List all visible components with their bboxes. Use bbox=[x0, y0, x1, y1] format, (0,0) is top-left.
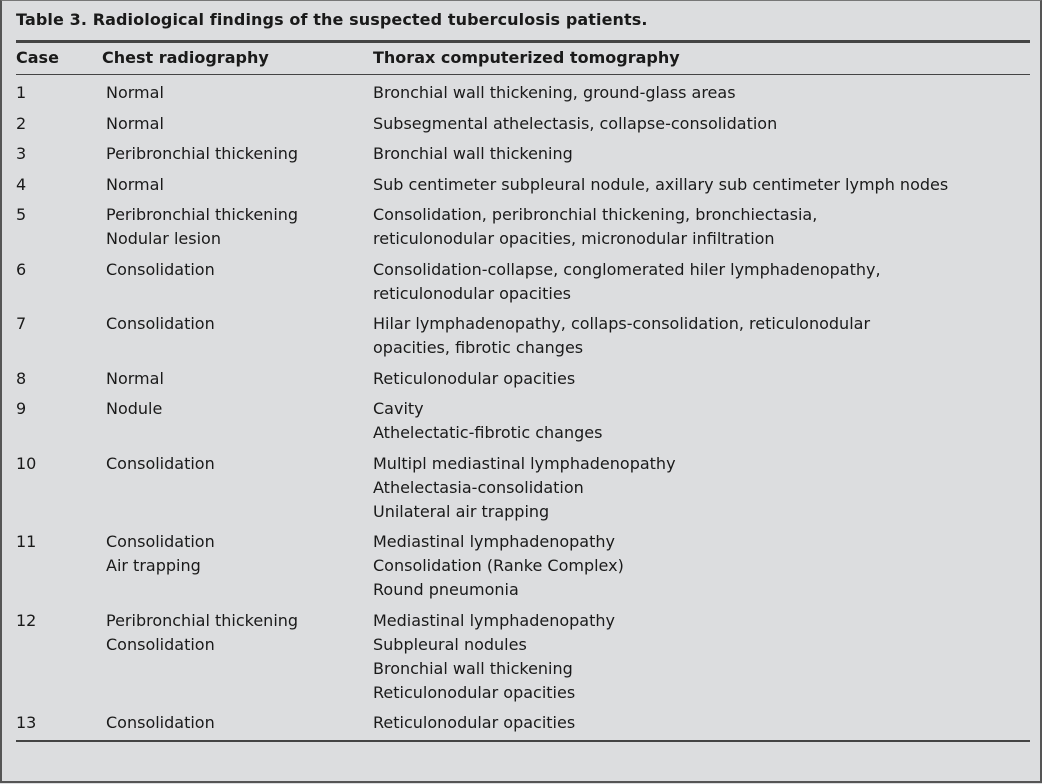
ct-finding: reticulonodular opacities, micronodular infiltration bbox=[373, 229, 775, 248]
chest-finding: Peribronchial thickening bbox=[106, 144, 299, 163]
table-row bbox=[2, 142, 1040, 173]
table-row bbox=[2, 609, 1040, 712]
cell-thorax-ct bbox=[373, 142, 1042, 166]
ct-finding: Consolidation, peribronchial thickening, bronchiectasia, bbox=[373, 205, 818, 224]
table-caption: Table 3. Radiological findings of the suspected tuberculosis patients. bbox=[16, 10, 648, 29]
header-chest-radiography: Chest radiography bbox=[102, 48, 269, 67]
ct-finding: Bronchial wall thickening, ground-glass areas bbox=[373, 83, 736, 102]
ct-finding: Mediastinal lymphadenopathy bbox=[373, 610, 615, 630]
cell-case: 9 bbox=[16, 399, 27, 418]
chest-finding: Consolidation bbox=[106, 713, 215, 732]
table-row bbox=[2, 81, 1040, 112]
ct-finding: Subpleural nodules bbox=[373, 634, 527, 654]
cell-case: 5 bbox=[16, 205, 27, 224]
cell-case: 13 bbox=[16, 713, 37, 732]
table-row bbox=[2, 397, 1040, 452]
ct-finding: Reticulonodular opacities bbox=[373, 713, 576, 732]
ct-finding: Unilateral air trapping bbox=[373, 501, 550, 521]
cell-chest-radiography bbox=[106, 609, 298, 657]
cell-chest-radiography bbox=[106, 112, 164, 136]
table-row bbox=[2, 452, 1040, 531]
cell-chest-radiography bbox=[106, 203, 298, 251]
ct-finding: Hilar lymphadenopathy, collaps-consolidation, reticulonodular bbox=[373, 314, 871, 333]
cell-chest-radiography bbox=[106, 312, 215, 336]
table-row bbox=[2, 312, 1040, 367]
ct-finding: Cavity bbox=[373, 399, 424, 418]
cell-thorax-ct bbox=[373, 203, 1042, 251]
ct-finding: Subsegmental athelectasis, collapse-consolidation bbox=[373, 113, 778, 133]
chest-finding: Air trapping bbox=[106, 556, 201, 575]
header-rule bbox=[16, 74, 1030, 75]
cell-thorax-ct bbox=[373, 312, 1042, 360]
ct-finding: Bronchial wall thickening bbox=[373, 658, 573, 678]
chest-finding: Normal bbox=[106, 113, 164, 133]
cell-case: 10 bbox=[16, 453, 37, 473]
table-row bbox=[2, 530, 1040, 609]
top-rule bbox=[16, 40, 1030, 43]
header-case: Case bbox=[16, 48, 59, 67]
header-thorax-ct: Thorax computerized tomography bbox=[373, 48, 680, 67]
ct-finding: Reticulonodular opacities bbox=[373, 368, 576, 388]
cell-thorax-ct bbox=[373, 367, 1042, 391]
table-row bbox=[2, 258, 1040, 313]
ct-finding: Reticulonodular opacities bbox=[373, 682, 576, 702]
cell-case: 2 bbox=[16, 113, 27, 133]
chest-finding: Consolidation bbox=[106, 259, 215, 279]
ct-finding: Athelectasia-consolidation bbox=[373, 477, 584, 497]
cell-case: 6 bbox=[16, 259, 27, 279]
bottom-rule bbox=[16, 740, 1030, 742]
chest-finding: Normal bbox=[106, 174, 164, 194]
cell-case: 12 bbox=[16, 610, 37, 630]
chest-finding: Consolidation bbox=[106, 634, 215, 654]
cell-thorax-ct bbox=[373, 258, 1042, 306]
cell-case: 8 bbox=[16, 368, 27, 388]
chest-finding: Nodular lesion bbox=[106, 229, 221, 248]
table-row bbox=[2, 367, 1040, 398]
ct-finding: opacities, fibrotic changes bbox=[373, 338, 584, 357]
ct-finding: Bronchial wall thickening bbox=[373, 144, 573, 163]
cell-case: 3 bbox=[16, 144, 27, 163]
cell-case: 4 bbox=[16, 174, 27, 194]
cell-chest-radiography bbox=[106, 452, 215, 476]
ct-finding: Sub centimeter subpleural nodule, axillary sub centimeter lymph nodes bbox=[373, 174, 949, 194]
table-header bbox=[2, 48, 1040, 72]
cell-chest-radiography bbox=[106, 367, 164, 391]
cell-thorax-ct bbox=[373, 452, 1042, 524]
chest-finding: Nodule bbox=[106, 399, 163, 418]
cell-thorax-ct bbox=[373, 112, 1042, 136]
cell-thorax-ct bbox=[373, 81, 1042, 105]
chest-finding: Peribronchial thickening bbox=[106, 205, 299, 224]
cell-thorax-ct bbox=[373, 173, 1042, 197]
ct-finding: Athelectatic-fibrotic changes bbox=[373, 423, 603, 442]
cell-chest-radiography bbox=[106, 397, 162, 421]
cell-chest-radiography bbox=[106, 530, 215, 578]
ct-finding: Consolidation (Ranke Complex) bbox=[373, 556, 624, 575]
table-row bbox=[2, 203, 1040, 258]
ct-finding: Round pneumonia bbox=[373, 580, 519, 599]
ct-finding: Consolidation-collapse, conglomerated hiler lymphadenopathy, bbox=[373, 259, 881, 279]
cell-chest-radiography bbox=[106, 258, 215, 282]
cell-chest-radiography bbox=[106, 142, 298, 166]
cell-case: 11 bbox=[16, 532, 37, 551]
cell-case: 7 bbox=[16, 314, 27, 333]
cell-case: 1 bbox=[16, 83, 27, 102]
chest-finding: Normal bbox=[106, 368, 164, 388]
cell-thorax-ct bbox=[373, 530, 1042, 602]
ct-finding: Mediastinal lymphadenopathy bbox=[373, 532, 615, 551]
cell-chest-radiography bbox=[106, 173, 164, 197]
chest-finding: Consolidation bbox=[106, 453, 215, 473]
cell-chest-radiography bbox=[106, 81, 164, 105]
ct-finding: Multipl mediastinal lymphadenopathy bbox=[373, 453, 676, 473]
chest-finding: Consolidation bbox=[106, 532, 215, 551]
cell-thorax-ct bbox=[373, 609, 1042, 705]
chest-finding: Peribronchial thickening bbox=[106, 610, 299, 630]
table-row bbox=[2, 711, 1040, 742]
table-body bbox=[2, 81, 1040, 742]
cell-thorax-ct bbox=[373, 397, 1042, 445]
ct-finding: reticulonodular opacities bbox=[373, 283, 571, 303]
cell-chest-radiography bbox=[106, 711, 215, 735]
chest-finding: Normal bbox=[106, 83, 164, 102]
table-row bbox=[2, 112, 1040, 143]
cell-thorax-ct bbox=[373, 711, 1042, 735]
table-row bbox=[2, 173, 1040, 204]
chest-finding: Consolidation bbox=[106, 314, 215, 333]
